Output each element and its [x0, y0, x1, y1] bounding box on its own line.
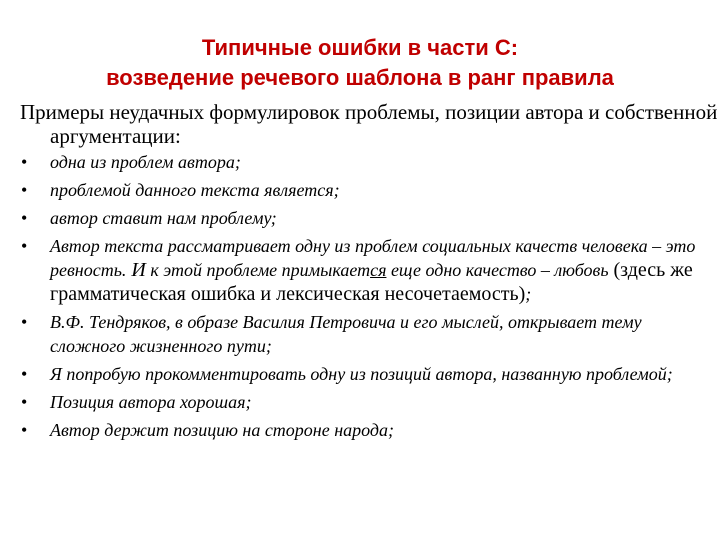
bullet-marker: •: [21, 236, 28, 256]
intro-text-content: Примеры неудачных формулировок проблемы, позиции автора и собственной аргументации:: [20, 100, 718, 148]
list-item-text-part: ;: [525, 284, 532, 304]
bullet-marker: •: [21, 208, 28, 228]
list-item: [20, 390, 710, 414]
list-item: [20, 310, 710, 358]
bullet-marker: •: [21, 392, 28, 412]
list-item-text: автор ставит нам проблему;: [50, 208, 277, 228]
list-item: [20, 178, 710, 202]
list-item: [20, 206, 710, 230]
underlined-error: ся: [370, 260, 387, 280]
list-item-text-part: И: [126, 259, 146, 281]
list-item: [20, 234, 710, 306]
list-item: [20, 150, 710, 174]
examples-list: [20, 150, 710, 446]
slide-title: Типичные ошибки в части С:: [201, 35, 519, 60]
bullet-marker: •: [21, 364, 28, 384]
list-item-text-part: к этой проблеме примыкает: [145, 260, 371, 280]
bullet-marker: •: [21, 152, 28, 172]
list-item-text: В.Ф. Тендряков, в образе Василия Петровича и его мыслей, открывает тему сложного жизненного пути;: [50, 312, 642, 356]
bullet-marker: •: [21, 420, 28, 440]
intro-text: [20, 100, 720, 148]
list-item-text-part: еще одно качество – любовь: [386, 260, 609, 280]
list-item-note: (здесь же грамматическая ошибка и лексическая несочетаемость): [50, 259, 693, 305]
list-item: [20, 362, 710, 386]
list-item-text: Позиция автора хорошая;: [50, 392, 252, 412]
list-item-text-part: Автор текста рассматривает одну из проблем социальных качеств человека – это ревность.: [50, 236, 696, 280]
bullet-marker: •: [21, 180, 28, 200]
list-item: [20, 418, 710, 442]
list-item-text: Автор держит позицию на стороне народа;: [50, 420, 395, 440]
bullet-marker: •: [21, 312, 28, 332]
list-item-text: проблемой данного текста является;: [50, 180, 340, 200]
list-item-text: Я попробую прокомментировать одну из позиций автора, названную проблемой;: [50, 364, 673, 384]
slide-subtitle: возведение речевого шаблона в ранг правила: [106, 65, 614, 90]
list-item-text: одна из проблем автора;: [50, 152, 241, 172]
